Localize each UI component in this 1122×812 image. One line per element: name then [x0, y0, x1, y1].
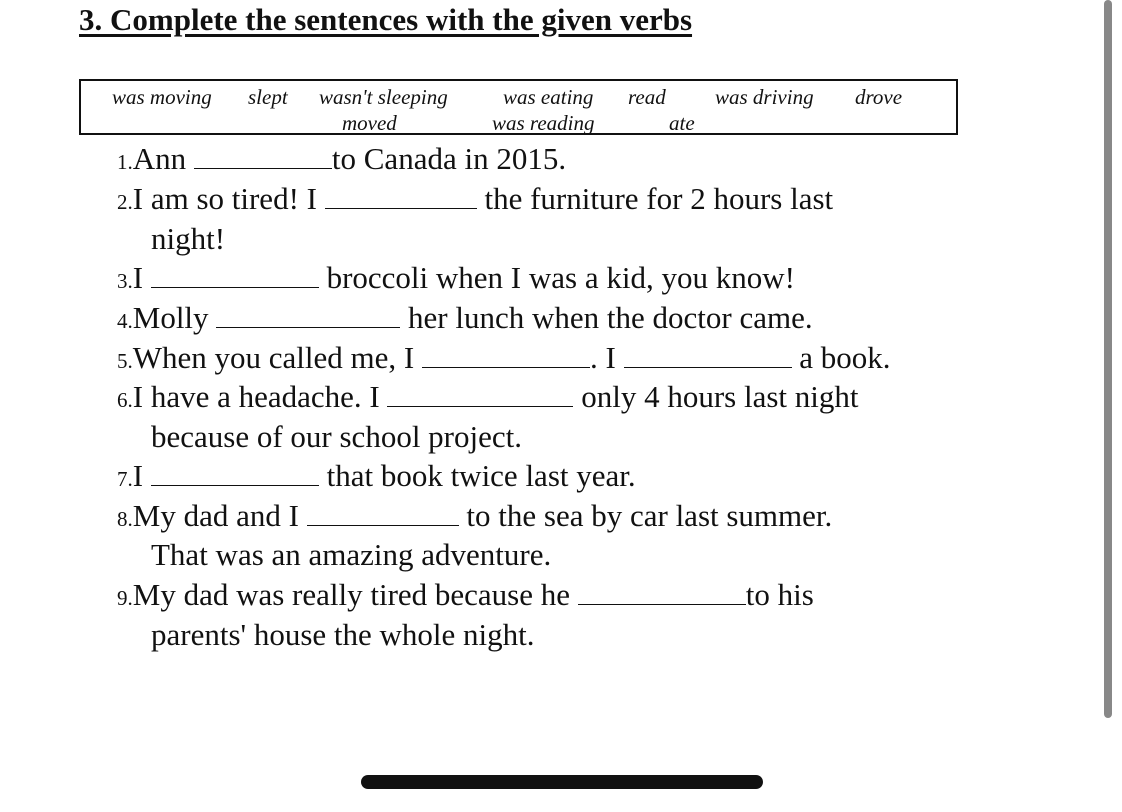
verb-wasnt-sleeping: wasn't sleeping [319, 85, 448, 109]
answer-blank[interactable] [307, 499, 459, 526]
sentence-number: 7. [117, 467, 133, 491]
answer-blank[interactable] [151, 459, 319, 486]
sentence-text: When you called me, I [132, 340, 422, 375]
answer-blank[interactable] [194, 142, 332, 169]
sentence-number: 5. [117, 349, 133, 373]
sentence-6-continuation: because of our school project. [151, 419, 523, 454]
home-indicator-bar[interactable] [361, 775, 763, 789]
exercise-title: 3. Complete the sentences with the given verbs [79, 2, 693, 37]
sentence-text: . I [589, 340, 624, 375]
sentence-text: Molly [132, 300, 217, 335]
sentence-text: to his [745, 577, 814, 612]
sentence-9-continuation: parents' house the whole night. [151, 617, 535, 652]
sentence-text: My dad and I [132, 498, 307, 533]
sentence-2 [117, 181, 833, 220]
verb-read: read [628, 85, 666, 109]
sentence-text: I [132, 458, 151, 493]
sentence-text: I am so tired! I [132, 181, 325, 216]
sentence-text: her lunch when the doctor came. [400, 300, 813, 335]
sentence-number: 9. [117, 586, 133, 610]
sentence-text: I [132, 260, 151, 295]
sentence-2-continuation: night! [151, 221, 226, 256]
sentence-text: the furniture for 2 hours last [476, 181, 834, 216]
sentence-5 [117, 340, 891, 379]
verb-drove: drove [855, 85, 903, 109]
sentence-6 [117, 379, 859, 418]
verb-slept: slept [248, 85, 288, 109]
verb-moved: moved [342, 111, 397, 135]
verb-was-reading: was reading [492, 111, 595, 135]
sentence-number: 4. [117, 309, 133, 333]
sentence-3 [117, 260, 795, 299]
sentence-number: 6. [117, 388, 133, 412]
verb-bank-box [79, 79, 958, 135]
sentence-4 [117, 300, 813, 339]
answer-blank[interactable] [624, 341, 792, 368]
sentence-number: 3. [117, 269, 133, 293]
sentence-text: a book. [791, 340, 891, 375]
answer-blank[interactable] [578, 578, 746, 605]
sentence-number: 2. [117, 190, 133, 214]
sentence-number: 8. [117, 507, 133, 531]
vertical-scrollbar[interactable] [1104, 0, 1112, 718]
verb-was-driving: was driving [715, 85, 814, 109]
answer-blank[interactable] [151, 261, 319, 288]
verb-was-eating: was eating [503, 85, 594, 109]
answer-blank[interactable] [325, 182, 477, 209]
sentence-1 [117, 141, 566, 180]
sentence-7 [117, 458, 636, 497]
verb-was-moving: was moving [112, 85, 212, 109]
sentence-text: to Canada in 2015. [331, 141, 567, 176]
sentence-text: broccoli when I was a kid, you know! [318, 260, 795, 295]
sentence-text: Ann [132, 141, 194, 176]
sentence-8 [117, 498, 832, 537]
sentence-9 [117, 577, 814, 616]
sentence-number: 1. [117, 150, 133, 174]
sentence-8-continuation: That was an amazing adventure. [151, 537, 552, 572]
verb-ate: ate [669, 111, 695, 135]
answer-blank[interactable] [216, 301, 400, 328]
sentence-text: I have a headache. I [132, 379, 388, 414]
sentence-text: only 4 hours last night [573, 379, 859, 414]
answer-blank[interactable] [422, 341, 590, 368]
sentence-text: that book twice last year. [318, 458, 636, 493]
sentence-text: My dad was really tired because he [132, 577, 578, 612]
sentence-text: to the sea by car last summer. [458, 498, 833, 533]
answer-blank[interactable] [387, 380, 573, 407]
